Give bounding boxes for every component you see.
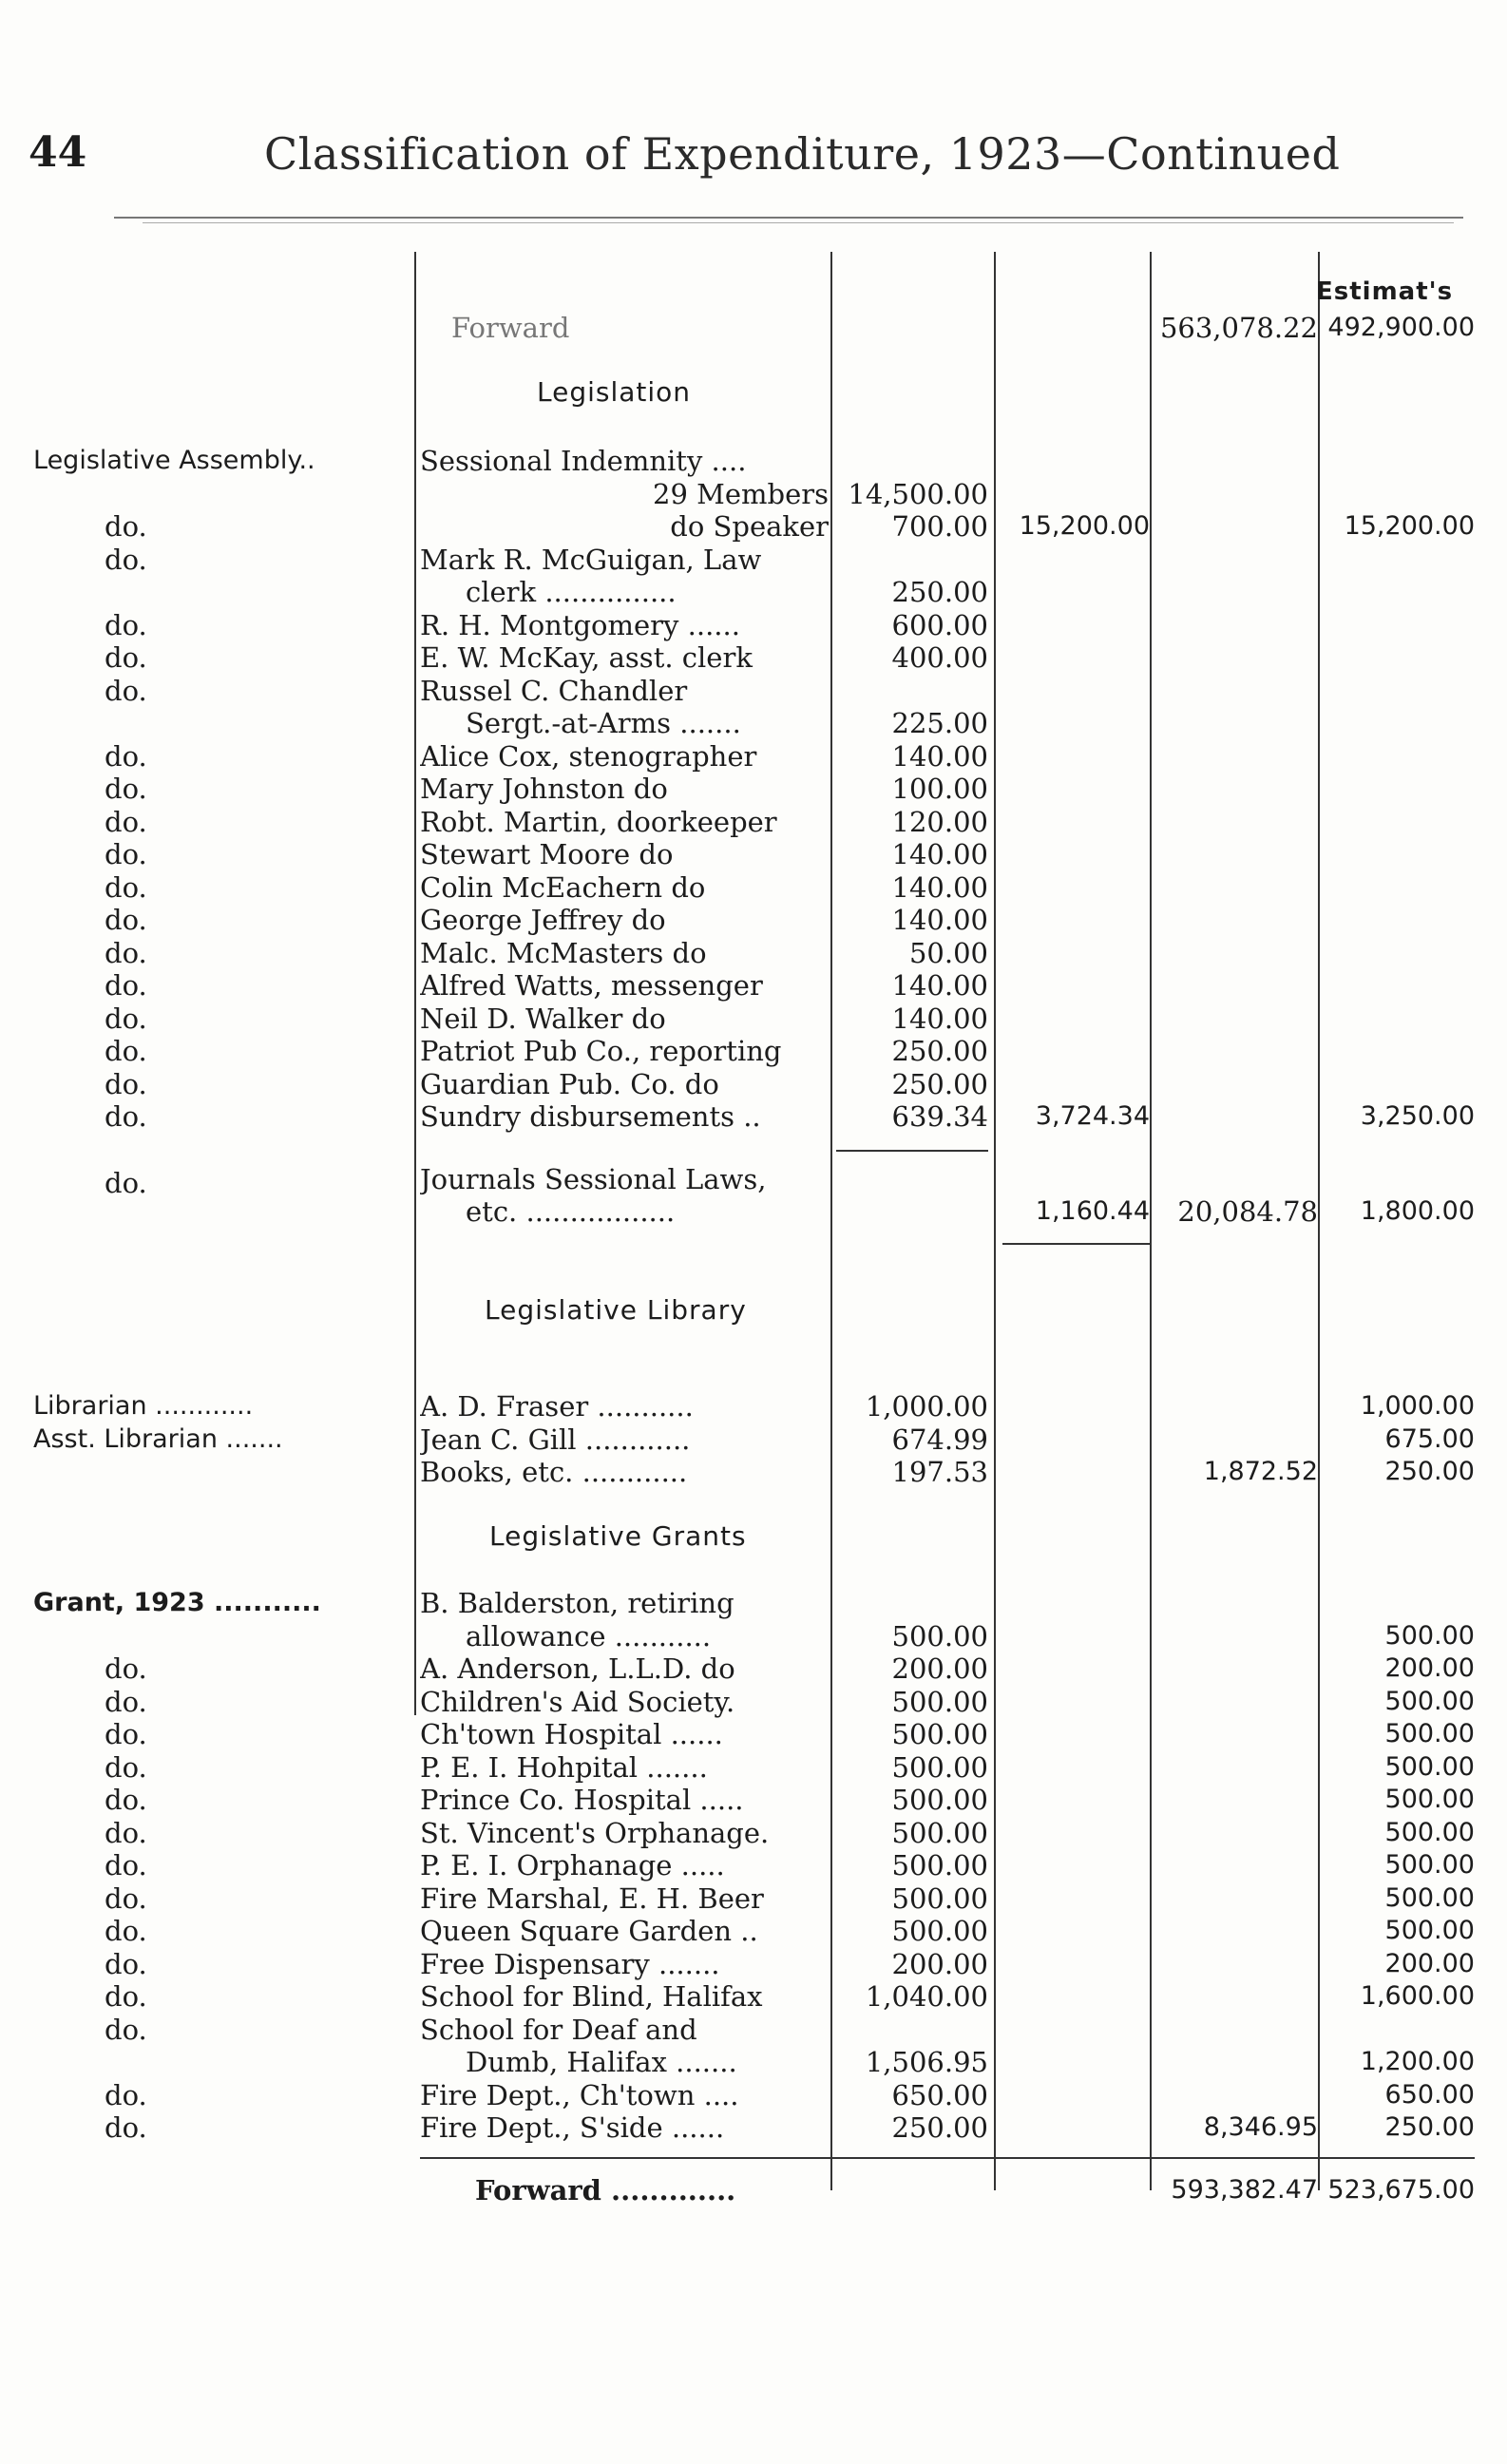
header-rule-thin [143, 222, 1454, 223]
row-subtotal: 3,724.34 [1035, 1101, 1150, 1131]
row-description: Books, etc. ............ [420, 1456, 688, 1488]
row-amount: 140.00 [891, 904, 988, 936]
row-description: Jean C. Gill ............ [420, 1423, 691, 1456]
row-amount: 120.00 [891, 806, 988, 838]
row-amount: 500.00 [891, 1882, 988, 1915]
row-description: A. Anderson, L.L.D. do [420, 1652, 735, 1685]
row-description: School for Blind, Halifax [420, 1980, 763, 2013]
row-description: Neil D. Walker do [420, 1003, 666, 1035]
row-left-label: do. [105, 510, 147, 543]
row-estimate: 250.00 [1384, 2112, 1475, 2142]
row-left-label: do. [105, 740, 147, 773]
row-left-label: do. [105, 806, 147, 838]
row-left-label: do. [105, 2014, 147, 2046]
row-left-label: do. [105, 838, 147, 870]
row-amount: 140.00 [891, 1003, 988, 1035]
row-amount: 500.00 [891, 1686, 988, 1718]
row-estimate: 500.00 [1384, 1752, 1475, 1782]
subtotal-rule [836, 1150, 988, 1152]
section-library: Legislative Library [485, 1294, 747, 1326]
subtotal-rule [1002, 1243, 1150, 1245]
col-rule-c2 [994, 252, 996, 2190]
page-number: 44 [29, 128, 87, 177]
row-amount: 225.00 [891, 707, 988, 739]
row-estimate: 200.00 [1384, 1653, 1475, 1683]
row-amount: 200.00 [891, 1948, 988, 1980]
row-description: Fire Marshal, E. H. Beer [420, 1882, 764, 1915]
row-amount: 600.00 [891, 609, 988, 641]
row-subtotal: 15,200.00 [1019, 511, 1150, 541]
row-amount: 500.00 [891, 1817, 988, 1849]
row-estimate: 500.00 [1384, 1818, 1475, 1847]
row-description: Journals Sessional Laws, [420, 1163, 767, 1195]
row-left-label: Grant, 1923 ........... [33, 1588, 321, 1617]
row-description: Sergt.-at-Arms ....... [466, 707, 741, 739]
row-left-label: do. [105, 609, 147, 641]
row-description: B. Balderston, retiring [420, 1587, 734, 1619]
row-description: Patriot Pub Co., reporting [420, 1035, 782, 1067]
row-description: Children's Aid Society. [420, 1686, 735, 1718]
row-amount: 200.00 [891, 1652, 988, 1685]
row-subtotal: 1,160.44 [1035, 1196, 1150, 1226]
row-estimate: 500.00 [1384, 1719, 1475, 1748]
row-description: Alice Cox, stenographer [420, 740, 757, 773]
row-description: 29 Members [653, 478, 829, 510]
section-grants: Legislative Grants [489, 1520, 747, 1552]
row-total: 8,346.95 [1203, 2112, 1318, 2142]
row-left-label: Legislative Assembly.. [33, 446, 315, 475]
row-amount: 140.00 [891, 740, 988, 773]
row-estimate: 1,600.00 [1360, 1981, 1475, 2011]
forward-total: 563,078.22 [1159, 312, 1318, 344]
row-left-label: do. [105, 1003, 147, 1035]
forward-estimate: 492,900.00 [1327, 313, 1475, 342]
row-left-label: do. [105, 641, 147, 674]
row-left-label: do. [105, 1980, 147, 2013]
row-left-label: Asst. Librarian ....... [33, 1424, 283, 1454]
row-amount: 14,500.00 [848, 478, 988, 510]
row-total: 1,872.52 [1203, 1457, 1318, 1486]
forward-bottom-total: 593,382.47 [1171, 2175, 1318, 2205]
row-estimate: 675.00 [1384, 1424, 1475, 1454]
row-estimate: 1,200.00 [1360, 2047, 1475, 2076]
row-description: George Jeffrey do [420, 904, 666, 936]
row-total: 20,084.78 [1177, 1195, 1318, 1228]
row-description: Sundry disbursements .. [420, 1100, 761, 1133]
row-description: E. W. McKay, asst. clerk [420, 641, 753, 674]
bottom-rule [420, 2157, 1475, 2159]
row-description: Malc. McMasters do [420, 937, 707, 969]
row-amount: 100.00 [891, 773, 988, 805]
row-amount: 700.00 [891, 510, 988, 543]
row-amount: 197.53 [891, 1456, 988, 1488]
row-description: School for Deaf and [420, 2014, 697, 2046]
estimate-column-header: Estimat's [1316, 277, 1454, 306]
row-left-label: do. [105, 1882, 147, 1915]
row-left-label: do. [105, 1849, 147, 1881]
row-left-label: do. [105, 2111, 147, 2144]
row-estimate: 500.00 [1384, 1621, 1475, 1651]
row-description: Sessional Indemnity .... [420, 445, 747, 477]
row-description: clerk ............... [466, 576, 677, 608]
row-left-label: do. [105, 904, 147, 936]
row-estimate: 3,250.00 [1360, 1101, 1475, 1131]
row-description: Stewart Moore do [420, 838, 674, 870]
row-estimate: 500.00 [1384, 1883, 1475, 1913]
row-amount: 500.00 [891, 1718, 988, 1750]
row-amount: 1,000.00 [865, 1390, 988, 1423]
row-description: P. E. I. Hohpital ....... [420, 1751, 708, 1784]
row-amount: 140.00 [891, 871, 988, 904]
row-estimate: 500.00 [1384, 1687, 1475, 1716]
row-description: Free Dispensary ....... [420, 1948, 720, 1980]
row-estimate: 15,200.00 [1344, 511, 1475, 541]
row-left-label: do. [105, 1718, 147, 1750]
row-description: Mary Johnston do [420, 773, 668, 805]
row-amount: 140.00 [891, 969, 988, 1002]
section-legislation: Legislation [537, 376, 692, 408]
row-description: Ch'town Hospital ...... [420, 1718, 723, 1750]
row-description: Fire Dept., Ch'town .... [420, 2079, 739, 2111]
row-estimate: 250.00 [1384, 1457, 1475, 1486]
row-amount: 674.99 [891, 1423, 988, 1456]
row-description: Mark R. McGuigan, Law [420, 544, 762, 576]
row-amount: 500.00 [891, 1849, 988, 1881]
row-estimate: 500.00 [1384, 1850, 1475, 1880]
row-description: A. D. Fraser ........... [420, 1390, 694, 1423]
row-left-label: do. [105, 1068, 147, 1100]
row-left-label: do. [105, 1784, 147, 1816]
row-amount: 500.00 [891, 1784, 988, 1816]
row-description: R. H. Montgomery ...... [420, 609, 740, 641]
row-amount: 250.00 [891, 576, 988, 608]
row-description: allowance ........... [466, 1620, 712, 1652]
row-left-label: do. [105, 1751, 147, 1784]
row-estimate: 650.00 [1384, 2080, 1475, 2110]
row-amount: 50.00 [908, 937, 988, 969]
row-left-label: do. [105, 1915, 147, 1947]
row-left-label: do. [105, 675, 147, 707]
row-estimate: 500.00 [1384, 1916, 1475, 1945]
row-description: Robt. Martin, doorkeeper [420, 806, 777, 838]
row-description: Dumb, Halifax ....... [466, 2046, 737, 2078]
row-left-label: do. [105, 1948, 147, 1980]
row-description: Prince Co. Hospital ..... [420, 1784, 744, 1816]
page-header [29, 128, 1482, 195]
row-description: Colin McEachern do [420, 871, 706, 904]
row-amount: 1,040.00 [865, 1980, 988, 2013]
row-description: etc. ................. [466, 1195, 676, 1228]
row-estimate: 200.00 [1384, 1949, 1475, 1978]
row-left-label: do. [105, 937, 147, 969]
row-description: Queen Square Garden .. [420, 1915, 758, 1947]
col-rule-c4 [1318, 252, 1320, 2190]
row-left-label: do. [105, 2079, 147, 2111]
row-amount: 250.00 [891, 2111, 988, 2144]
row-amount: 500.00 [891, 1620, 988, 1652]
row-amount: 400.00 [891, 641, 988, 674]
row-amount: 1,506.95 [865, 2046, 988, 2078]
row-left-label: do. [105, 1035, 147, 1067]
row-left-label: do. [105, 1100, 147, 1133]
row-description: Russel C. Chandler [420, 675, 688, 707]
row-left-label: do. [105, 1652, 147, 1685]
row-description: Fire Dept., S'side ...... [420, 2111, 725, 2144]
forward-bottom-label: Forward ............. [475, 2174, 736, 2206]
row-left-label: do. [105, 1167, 147, 1199]
row-estimate: 1,000.00 [1360, 1391, 1475, 1421]
row-left-label: do. [105, 1686, 147, 1718]
forward-label: Forward [451, 312, 570, 344]
page-title: Classification of Expenditure, 1923—Continued [264, 128, 1341, 180]
row-description: St. Vincent's Orphanage. [420, 1817, 770, 1849]
row-description: Guardian Pub. Co. do [420, 1068, 719, 1100]
col-rule-c3 [1150, 252, 1152, 2190]
col-rule-desc [414, 252, 416, 1715]
row-amount: 639.34 [891, 1100, 988, 1133]
row-estimate: 1,800.00 [1360, 1196, 1475, 1226]
row-left-label: do. [105, 871, 147, 904]
row-amount: 250.00 [891, 1035, 988, 1067]
row-amount: 500.00 [891, 1915, 988, 1947]
row-description: P. E. I. Orphanage ..... [420, 1849, 725, 1881]
row-amount: 500.00 [891, 1751, 988, 1784]
row-left-label: do. [105, 773, 147, 805]
forward-bottom-estimate: 523,675.00 [1327, 2175, 1475, 2205]
row-amount: 140.00 [891, 838, 988, 870]
header-rule [114, 217, 1463, 219]
row-left-label: do. [105, 1817, 147, 1849]
row-estimate: 500.00 [1384, 1785, 1475, 1814]
row-left-label: Librarian ............ [33, 1391, 254, 1421]
row-left-label: do. [105, 544, 147, 576]
row-amount: 250.00 [891, 1068, 988, 1100]
row-amount: 650.00 [891, 2079, 988, 2111]
row-description: Alfred Watts, messenger [420, 969, 763, 1002]
row-left-label: do. [105, 969, 147, 1002]
row-description: do Speaker [670, 510, 829, 543]
